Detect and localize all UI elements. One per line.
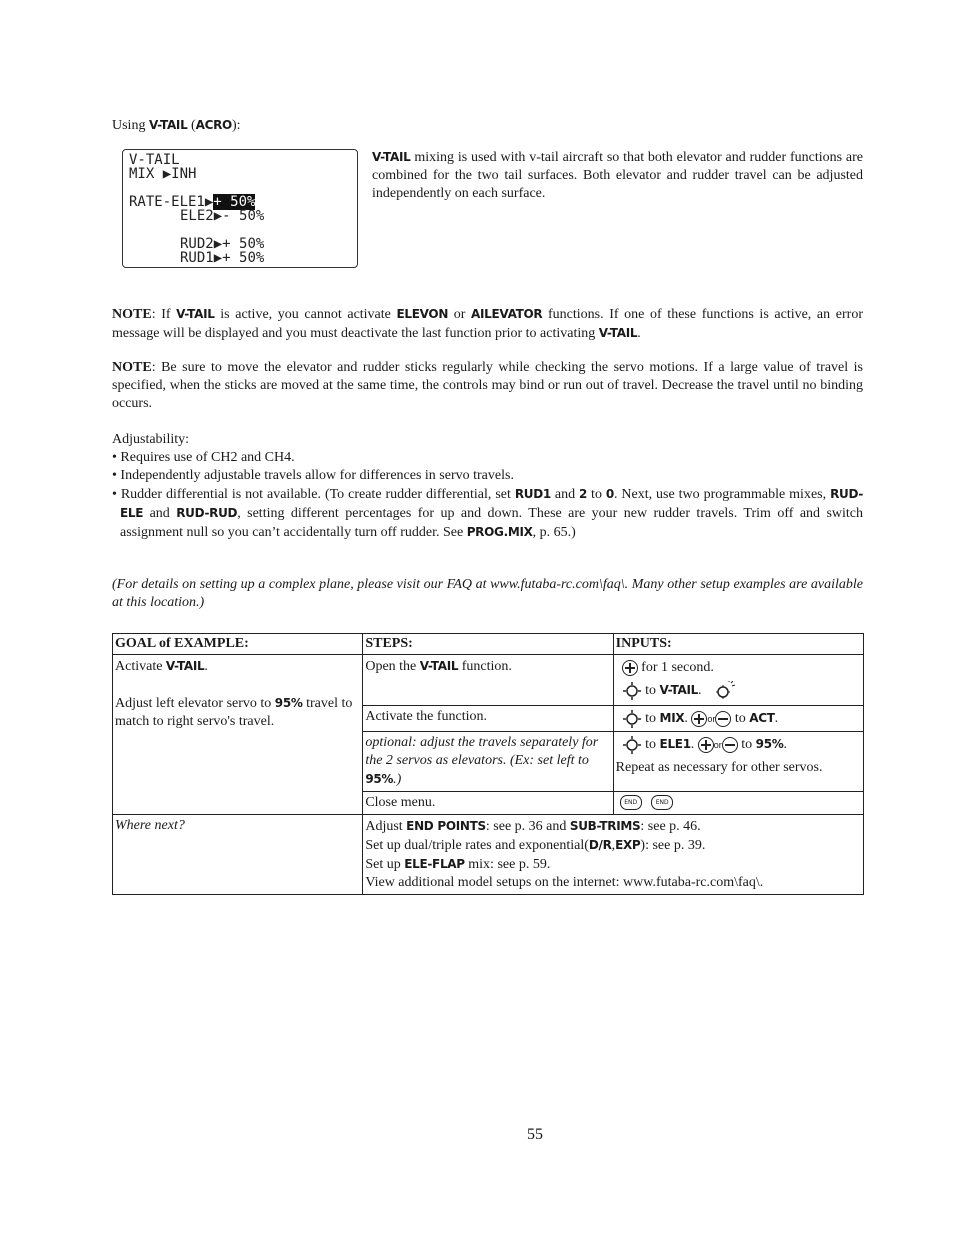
adjustability-heading: Adjustability: [112,432,189,447]
input-text: . [684,711,688,726]
goal-text: Adjust left elevator servo to [115,696,275,711]
lcd-ele1-value: + 50% [213,194,256,210]
input-line [616,708,861,729]
steps-table [112,633,864,895]
lcd-screen [122,149,358,268]
next-keyword: ELE-FLAP [404,857,465,871]
lcd-mix-row [129,167,196,181]
lcd-ele2-value: - 50% [222,208,265,224]
lcd-rate-ele1-row [129,195,255,209]
input-text: . [783,737,787,752]
lcd-arrow-icon: ▶ [162,166,172,182]
step-cell [363,732,613,792]
where-next-cell [363,815,864,895]
header-inputs: INPUTS: [613,634,863,655]
dial-icon [622,681,642,701]
description-paragraph [372,148,863,203]
input-keyword: ELE1 [659,737,691,751]
plus-button-icon [622,660,638,676]
bullet-item: • Requires use of CH2 and CH4. [112,450,295,465]
input-keyword: ACT [749,711,775,725]
lcd-arrow-icon: ▶ [213,250,223,266]
note-1 [112,305,863,343]
bullet-text: and [143,506,177,521]
where-next-label: Where next? [113,815,363,895]
goal-text: travel to match to right servo's travel. [115,696,353,729]
next-text: : see p. 46. [640,819,701,834]
note-text: : If [151,307,177,322]
or-label: or [707,714,716,724]
note-text: is active, you cannot activate [214,307,397,322]
next-text: Set up [365,857,405,872]
bullet-text: to [587,487,606,502]
next-text: , [611,838,616,853]
bullet-keyword: RUD1 [514,487,551,501]
input-cell [613,706,863,732]
lcd-ele2-row [180,209,264,223]
intro-mode: ACRO [195,118,232,132]
input-cell [613,655,863,706]
step-text: function. [458,659,512,674]
bullet-text: and [550,487,580,502]
bullet-item: • Independently adjustable travels allow for differences in servo travels. [112,468,514,483]
note-keyword: ELEVON [396,307,449,321]
note-keyword: V-TAIL [176,307,215,321]
bullet-text: Requires use of CH2 and CH4. [120,450,295,465]
goal-keyword: 95% [274,696,303,710]
bullet-keyword: RUD-RUD [176,506,238,520]
input-text: . [698,683,702,698]
page-number: 55 [527,1126,543,1143]
bullet-keyword: RUD-ELE [120,487,864,520]
next-line: View additional model setups on the internet: www.futaba-rc.com\faq\. [365,875,764,890]
adjustability-section [112,431,863,542]
lcd-rud1-label: RUD1 [180,250,214,266]
lcd-ele1-label: RATE-ELE1 [129,194,205,210]
bullet-text: , setting different percentages for up and down. These are your new rudder travels. Trim off and switch assignment null so you can’t accidentally turn off rudder. See [120,506,864,540]
next-text: ): see p. 39. [640,838,706,853]
input-line [616,734,861,755]
next-line [365,836,861,855]
lcd-rud2-value: + 50% [222,236,265,252]
dial-icon [622,709,642,729]
intro-text: Using [112,118,149,133]
lcd-arrow-icon: ▶ [204,194,214,210]
lcd-mix-value: INH [171,166,197,182]
or-label: or [713,740,722,750]
next-text: Adjust [365,819,407,834]
input-line [616,657,861,679]
next-line [365,817,861,836]
minus-button-icon [715,711,731,727]
intro-line [112,116,241,135]
description-function-name: V-TAIL [372,150,411,164]
input-text: . [690,737,695,752]
bullet-keyword: 0 [605,487,614,501]
next-keyword: D/R [588,838,612,852]
goal-cell [113,655,363,815]
lcd-ele2-label: ELE2 [180,208,214,224]
plus-button-icon [691,711,707,727]
lcd-arrow-icon: ▶ [213,236,223,252]
lcd-title: V-TAIL [129,152,180,168]
input-line [616,794,861,812]
note-text: functions. If one of these functions is active, an error message will be displayed and you must deactivate the last function prior to activating [112,307,863,341]
lcd-rud1-value: + 50% [222,250,265,266]
note-text: or [448,307,471,322]
lcd-arrow-icon: ▶ [213,208,223,224]
step-cell: Activate the function. [363,706,613,732]
input-keyword: 95% [755,737,784,751]
intro-paren: ( [187,118,196,133]
next-text: : see p. 36 and [485,819,570,834]
step-text: optional: adjust the travels separately for the 2 servos as elevators. (Ex: set left to [365,735,599,768]
input-line [616,679,861,702]
next-keyword: SUB-TRIMS [569,819,641,833]
input-line: Repeat as necessary for other servos. [615,760,823,775]
next-text: mix: see p. 59. [464,857,551,872]
bullet-item: • Rudder differential is not available. (To create rudder differential, set RUD1 and 2 to 0. Next, use two programmable mixes, RUD-ELE and RUD-RUD, setting different percentages for up and down. These are your new rudder travels. Trim off and switch assignment null so you can’t accidentally turn off rudder. See PROG.MIX, p. 65.) [112,487,864,540]
faq-note: (For details on setting up a complex plane, please visit our FAQ at www.futaba-rc.com\faq\. Many other setup examples are available at this location.) [112,577,863,610]
table-header-row [113,634,864,655]
input-cell [613,792,863,815]
dial-press-icon [711,681,737,701]
table-row [113,655,864,706]
end-button-icon: END [651,795,673,810]
intro-function-name: V-TAIL [148,118,188,132]
lcd-rud2-label: RUD2 [180,236,214,252]
step-keyword: V-TAIL [419,659,459,673]
lcd-rud1-row [180,251,264,265]
input-text: for 1 second. [641,660,714,675]
header-goal: GOAL of EXAMPLE: [113,634,363,655]
goal-text: . [204,659,208,674]
note-label: NOTE [112,360,152,375]
step-text: Open the [365,659,420,674]
note-keyword: AILEVATOR [471,307,543,321]
input-keyword: MIX [659,711,685,725]
intro-close: ): [231,118,241,133]
plus-button-icon [698,737,714,753]
goal-keyword: V-TAIL [165,659,205,673]
goal-line-1 [115,657,360,676]
step-keyword: 95% [365,772,394,786]
input-text: to [731,711,750,726]
minus-button-icon [722,737,738,753]
step-cell [363,655,613,706]
goal-line-2 [115,694,360,731]
description-text: mixing is used with v-tail aircraft so that both elevator and rudder functions are combined for the two tail surfaces. Both elevator and rudder travel can be adjusted independently on each surface. [372,150,863,201]
note-label: NOTE [112,307,152,322]
note-text: . [637,326,641,341]
input-text: to [645,711,660,726]
dial-icon [622,735,642,755]
step-text: .) [393,772,402,787]
goal-text: Activate [115,659,166,674]
input-keyword: V-TAIL [659,683,699,697]
header-steps: STEPS: [363,634,613,655]
bullet-text: , p. 65.) [532,525,576,540]
end-button-icon: END [620,795,642,810]
bullet-text: . Next, use two programmable mixes, [613,487,831,502]
next-line [365,855,861,874]
input-text: . [774,711,779,726]
input-cell [613,732,863,792]
next-text: Set up dual/triple rates and exponential( [365,838,589,853]
lcd-rud2-row [180,237,264,251]
lcd-mix-label: MIX [129,166,163,182]
input-text: to [645,683,660,698]
bullet-text: Independently adjustable travels allow for differences in servo travels. [120,468,514,483]
bullet-keyword: PROG.MIX [466,525,533,539]
note-text: : Be sure to move the elevator and rudder sticks regularly while checking the servo motions. If a large value of travel is specified, when the sticks are moved at the same time, the controls may bind or run out of travel. Decrease the travel until no binding occurs. [112,360,863,411]
input-text: to [645,737,660,752]
bullet-text: Rudder differential is not available. (To create rudder differential, set [120,487,515,502]
note-keyword: V-TAIL [598,326,638,340]
note-2 [112,359,863,413]
step-cell: Close menu. [363,792,613,815]
next-keyword: EXP [615,838,641,852]
bullet-keyword: 2 [579,487,588,501]
next-keyword: END POINTS [406,819,486,833]
table-row [113,815,864,895]
input-text: to [737,737,756,752]
